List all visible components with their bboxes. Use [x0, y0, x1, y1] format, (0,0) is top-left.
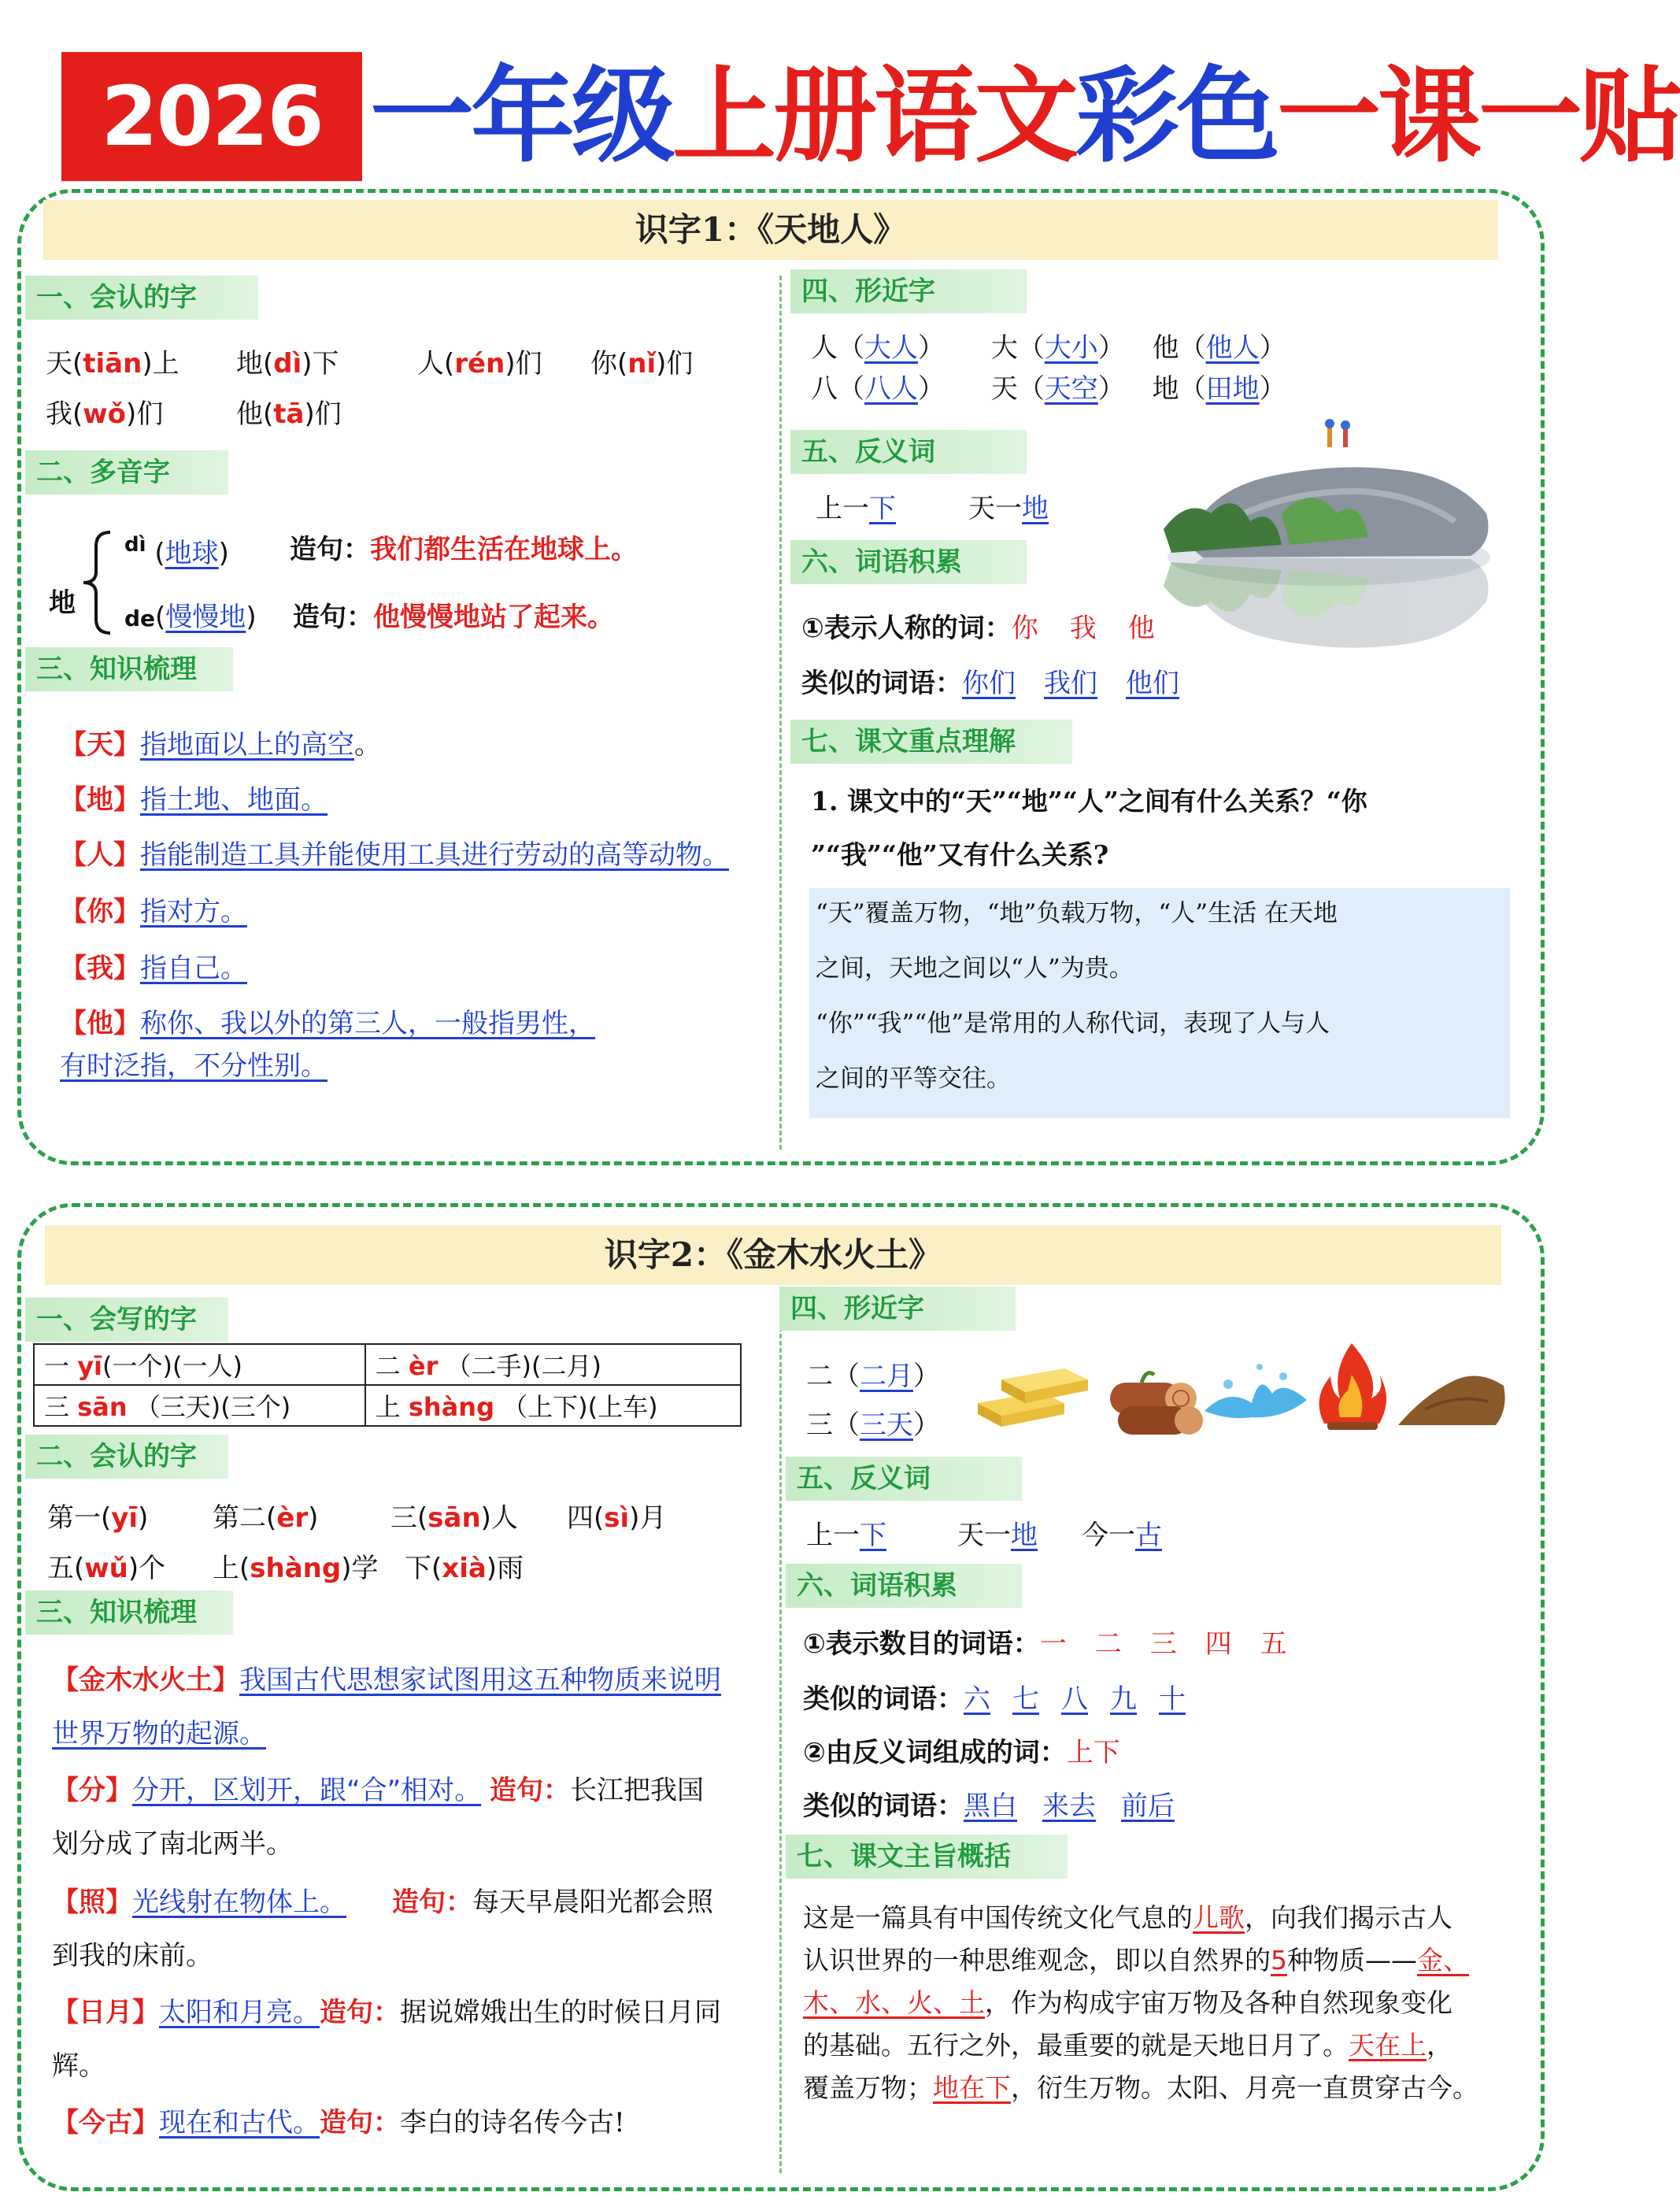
table-cell: 上 shàng （上下)(上车)	[365, 1385, 741, 1426]
l2-heading-1: 一、会写的字	[25, 1298, 228, 1342]
l2-knowledge-3: 【照】光线射在物体上。 造句：每天早晨阳光都会照	[52, 1887, 713, 1918]
title-badge: 2026	[61, 52, 362, 181]
l1-char-6: 他(tā)们	[236, 398, 342, 430]
page-title	[370, 52, 1680, 181]
l2-char-3: 三(sān)人	[390, 1502, 518, 1534]
l2-words-4: 类似的词语：黑白 来去 前后	[803, 1790, 1175, 1822]
title-part-2: 上册语文	[672, 56, 1075, 177]
l2-similar-2: 三（三天）	[806, 1409, 940, 1441]
l1-char-3: 人(rén)们	[417, 348, 542, 380]
l2-char-5: 五(wǔ)个	[47, 1553, 166, 1584]
l2-antonym-1: 上一下	[806, 1520, 886, 1551]
l1-question-line2: ”“我”“他”又有什么关系?	[811, 839, 1109, 870]
water-splash-icon	[1197, 1348, 1315, 1427]
l1-heading-3: 三、知识梳理	[25, 647, 233, 691]
l1-antonym-1: 上一下	[816, 493, 896, 524]
l1-heading-5: 五、反义词	[790, 430, 1027, 474]
l1-knowledge-2: 【地】指土地、地面。	[60, 784, 327, 816]
l1-heading-7: 七、课文重点理解	[790, 720, 1072, 764]
l1-poly-row1: $^{dì}$ (地球)	[124, 533, 229, 569]
l2-summary-4: 的基础。五行之外，最重要的就是天地日月了。天在上，	[803, 2030, 1452, 2061]
l2-writing-table	[33, 1343, 742, 1427]
l1-heading-1: 一、会认的字	[25, 276, 258, 320]
l1-char-5: 我(wǒ)们	[46, 398, 164, 430]
l2-heading-2: 二、会认的字	[25, 1435, 228, 1479]
soil-pile-icon	[1393, 1362, 1512, 1433]
l1-heading-4: 四、形近字	[790, 269, 1027, 313]
l2-heading-4: 四、形近字	[779, 1287, 1016, 1331]
l2-summary-1: 这是一篇具有中国传统文化气息的儿歌，向我们揭示古人	[803, 1902, 1452, 1933]
l2-char-2: 第二(èr)	[213, 1502, 319, 1534]
l1-similar-row1: 人（大人） 大（大小） 他（他人）	[811, 332, 1286, 364]
title-part-4: 一课一贴	[1277, 56, 1680, 177]
table-row	[34, 1344, 741, 1385]
l2-heading-5: 五、反义词	[786, 1457, 1022, 1501]
l1-answer-4: 之间的平等交往。	[816, 1065, 1011, 1093]
l2-heading-7: 七、课文主旨概括	[786, 1835, 1068, 1879]
l2-knowledge-4: 【日月】太阳和月亮。造句：据说嫦娥出生的时候日月同	[52, 1997, 721, 2028]
l2-words-1: ①表示数目的词语：一 二 三 四 五	[803, 1628, 1287, 1660]
l1-similar-row2: 八（八人） 天（天空） 地（田地）	[811, 373, 1286, 405]
l1-poly-row1-sentence: 造句：我们都生活在地球上。	[290, 534, 638, 565]
l1-poly-char: 地	[49, 587, 76, 619]
lesson1-divider	[779, 276, 782, 1150]
l1-answer-1: “天”覆盖万物，“地”负载万物，“人”生活 在天地	[816, 899, 1338, 928]
l2-knowledge-5: 【今古】现在和古代。造句：李白的诗名传今古!	[52, 2107, 625, 2138]
l2-antonym-2: 天一地	[957, 1520, 1038, 1551]
l2-summary-3: 木、水、火、土，作为构成宇宙万物及各种自然现象变化	[803, 1987, 1452, 2018]
l1-knowledge-6-cont: 有时泛指，不分性别。	[60, 1050, 327, 1082]
l1-char-4: 你(nǐ)们	[590, 348, 694, 380]
l2-char-7: 下(xià)雨	[405, 1553, 524, 1584]
gold-bars-icon	[970, 1348, 1096, 1435]
l2-words-2: 类似的词语：六 七 八 九 十	[803, 1683, 1186, 1715]
l1-heading-6: 六、词语积累	[790, 540, 1027, 584]
l1-poly-row2-sentence: 造句：他慢慢地站了起来。	[293, 602, 614, 633]
l2-similar-1: 二（二月）	[806, 1361, 940, 1392]
l2-char-4: 四(sì)月	[567, 1502, 667, 1534]
l2-words-3: ②由反义词组成的词：上下	[803, 1737, 1120, 1768]
l1-words-1: ①表示人称的词：你 我 他	[801, 613, 1155, 644]
l2-heading-6: 六、词语积累	[786, 1564, 1022, 1608]
l2-summary-5: 覆盖万物；地在下，衍生万物。太阳、月亮一直贯穿古今。	[803, 2072, 1478, 2103]
l2-knowledge-2: 【分】分开，区划开，跟“合”相对。 造句：长江把我国	[52, 1775, 705, 1806]
wood-logs-icon	[1102, 1351, 1204, 1438]
l2-char-1: 第一(yī)	[47, 1502, 149, 1534]
l1-words-2: 类似的词语：你们 我们 他们	[801, 668, 1179, 699]
l1-knowledge-4: 【你】指对方。	[60, 896, 247, 928]
l1-brace-icon	[79, 528, 117, 638]
lesson2-title: 识字2：《金木水火土》	[45, 1225, 1501, 1285]
l1-knowledge-6: 【他】称你、我以外的第三人，一般指男性，	[60, 1008, 595, 1039]
rock-landscape-icon	[1156, 403, 1502, 687]
l2-knowledge-2-cont: 划分成了南北两半。	[52, 1828, 293, 1860]
l1-question-line1: 1. 课文中的“天”“地”“人”之间有什么关系？“你	[811, 786, 1367, 817]
l1-knowledge-3: 【人】指能制造工具并能使用工具进行劳动的高等动物。	[60, 839, 729, 871]
l2-knowledge-4-cont: 辉。	[52, 2050, 105, 2082]
title-part-1: 一年级	[370, 56, 672, 177]
title-part-3: 彩色	[1075, 56, 1277, 177]
l1-char-1: 天(tiān)上	[46, 348, 179, 380]
l1-answer-2: 之间，天地之间以“人”为贵。	[816, 954, 1134, 983]
table-cell: 三 sān （三天)(三个)	[34, 1385, 365, 1426]
lesson1-title: 识字1：《天地人》	[43, 200, 1498, 260]
l2-antonym-3: 今一古	[1082, 1520, 1162, 1551]
table-cell: 一 yī(一个)(一人)	[34, 1344, 365, 1385]
l1-answer-3: “你”“我”“他”是常用的人称代词，表现了人与人	[816, 1009, 1330, 1038]
l2-knowledge-1: 【金木水火土】我国古代思想家试图用这五种物质来说明	[52, 1665, 721, 1696]
l1-heading-2: 二、多音字	[25, 450, 228, 494]
lesson2-divider	[779, 1291, 782, 2173]
l2-knowledge-3-cont: 到我的床前。	[52, 1940, 213, 1972]
l2-knowledge-1-cont: 世界万物的起源。	[52, 1718, 266, 1750]
l1-antonym-2: 天一地	[968, 493, 1049, 524]
table-cell: 二 èr （二手)(二月)	[365, 1344, 741, 1385]
l2-char-6: 上(shàng)学	[213, 1553, 379, 1584]
l1-knowledge-1: 【天】指地面以上的高空。	[60, 729, 381, 761]
l1-knowledge-5: 【我】指自己。	[60, 953, 247, 984]
table-row	[34, 1385, 741, 1426]
l2-heading-3: 三、知识梳理	[25, 1590, 233, 1635]
l1-poly-row2: de(慢慢地)	[124, 602, 257, 633]
l2-summary-2: 认识世界的一种思维观念，即以自然界的5种物质——金、	[803, 1945, 1469, 1976]
l1-char-2: 地(dì)下	[236, 348, 339, 380]
fire-icon	[1316, 1335, 1387, 1438]
